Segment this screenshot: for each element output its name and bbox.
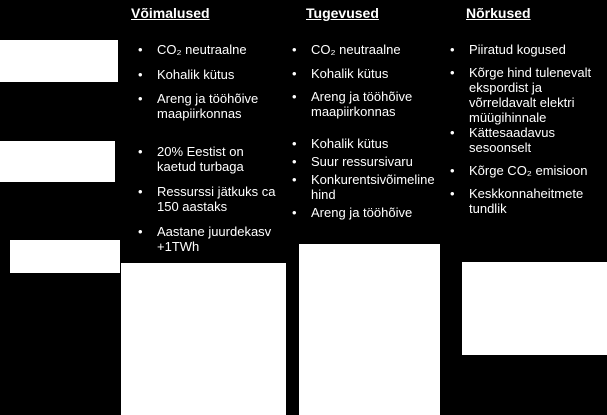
header-tugevused: Tugevused [306, 5, 379, 21]
list-item: • Kõrge CO₂ emisioon [443, 163, 603, 178]
list-item: • Kõrge hind tulenevalt ekspordist ja võrreldavalt elektri müügihinnale [443, 65, 603, 125]
list-item: • Ressurssi jätkuks ca 150 aastaks [131, 184, 286, 214]
list-item: • Kohalik kütus [285, 136, 445, 151]
column-voimalused [131, 42, 286, 254]
list-item: • Areng ja tööhõive [285, 205, 445, 220]
list-item: • Areng ja tööhõive maapiirkonnas [285, 89, 445, 119]
list-item: • CO₂ neutraalne [285, 42, 445, 57]
list-item: • Konkurentsivõimeline hind [285, 172, 445, 202]
white-box-6 [462, 262, 607, 355]
white-box-3 [10, 240, 120, 273]
list-item: • Keskkonnaheitmete tundlik [443, 186, 603, 216]
list-item: • Kohalik kütus [131, 67, 286, 82]
column-norkused [443, 42, 603, 216]
list-item: • 20% Eestist on kaetud turbaga [131, 144, 286, 174]
white-box-1 [0, 40, 118, 82]
white-box-5 [299, 244, 440, 415]
list-item: • Kättesaadavus sesoonselt [443, 125, 603, 155]
white-box-2 [0, 141, 115, 182]
list-item: • Kohalik kütus [285, 66, 445, 81]
column-tugevused [285, 42, 445, 220]
list-item: • Piiratud kogused [443, 42, 603, 57]
list-item: • Areng ja tööhõive maapiirkonnas [131, 91, 286, 121]
list-item: • Suur ressursivaru [285, 154, 445, 169]
white-box-4 [121, 263, 286, 415]
list-item: • Aastane juurdekasv +1TWh [131, 224, 286, 254]
list-item: • CO₂ neutraalne [131, 42, 286, 57]
header-norkused: Nõrkused [466, 5, 531, 21]
header-voimalused: Võimalused [131, 5, 210, 21]
